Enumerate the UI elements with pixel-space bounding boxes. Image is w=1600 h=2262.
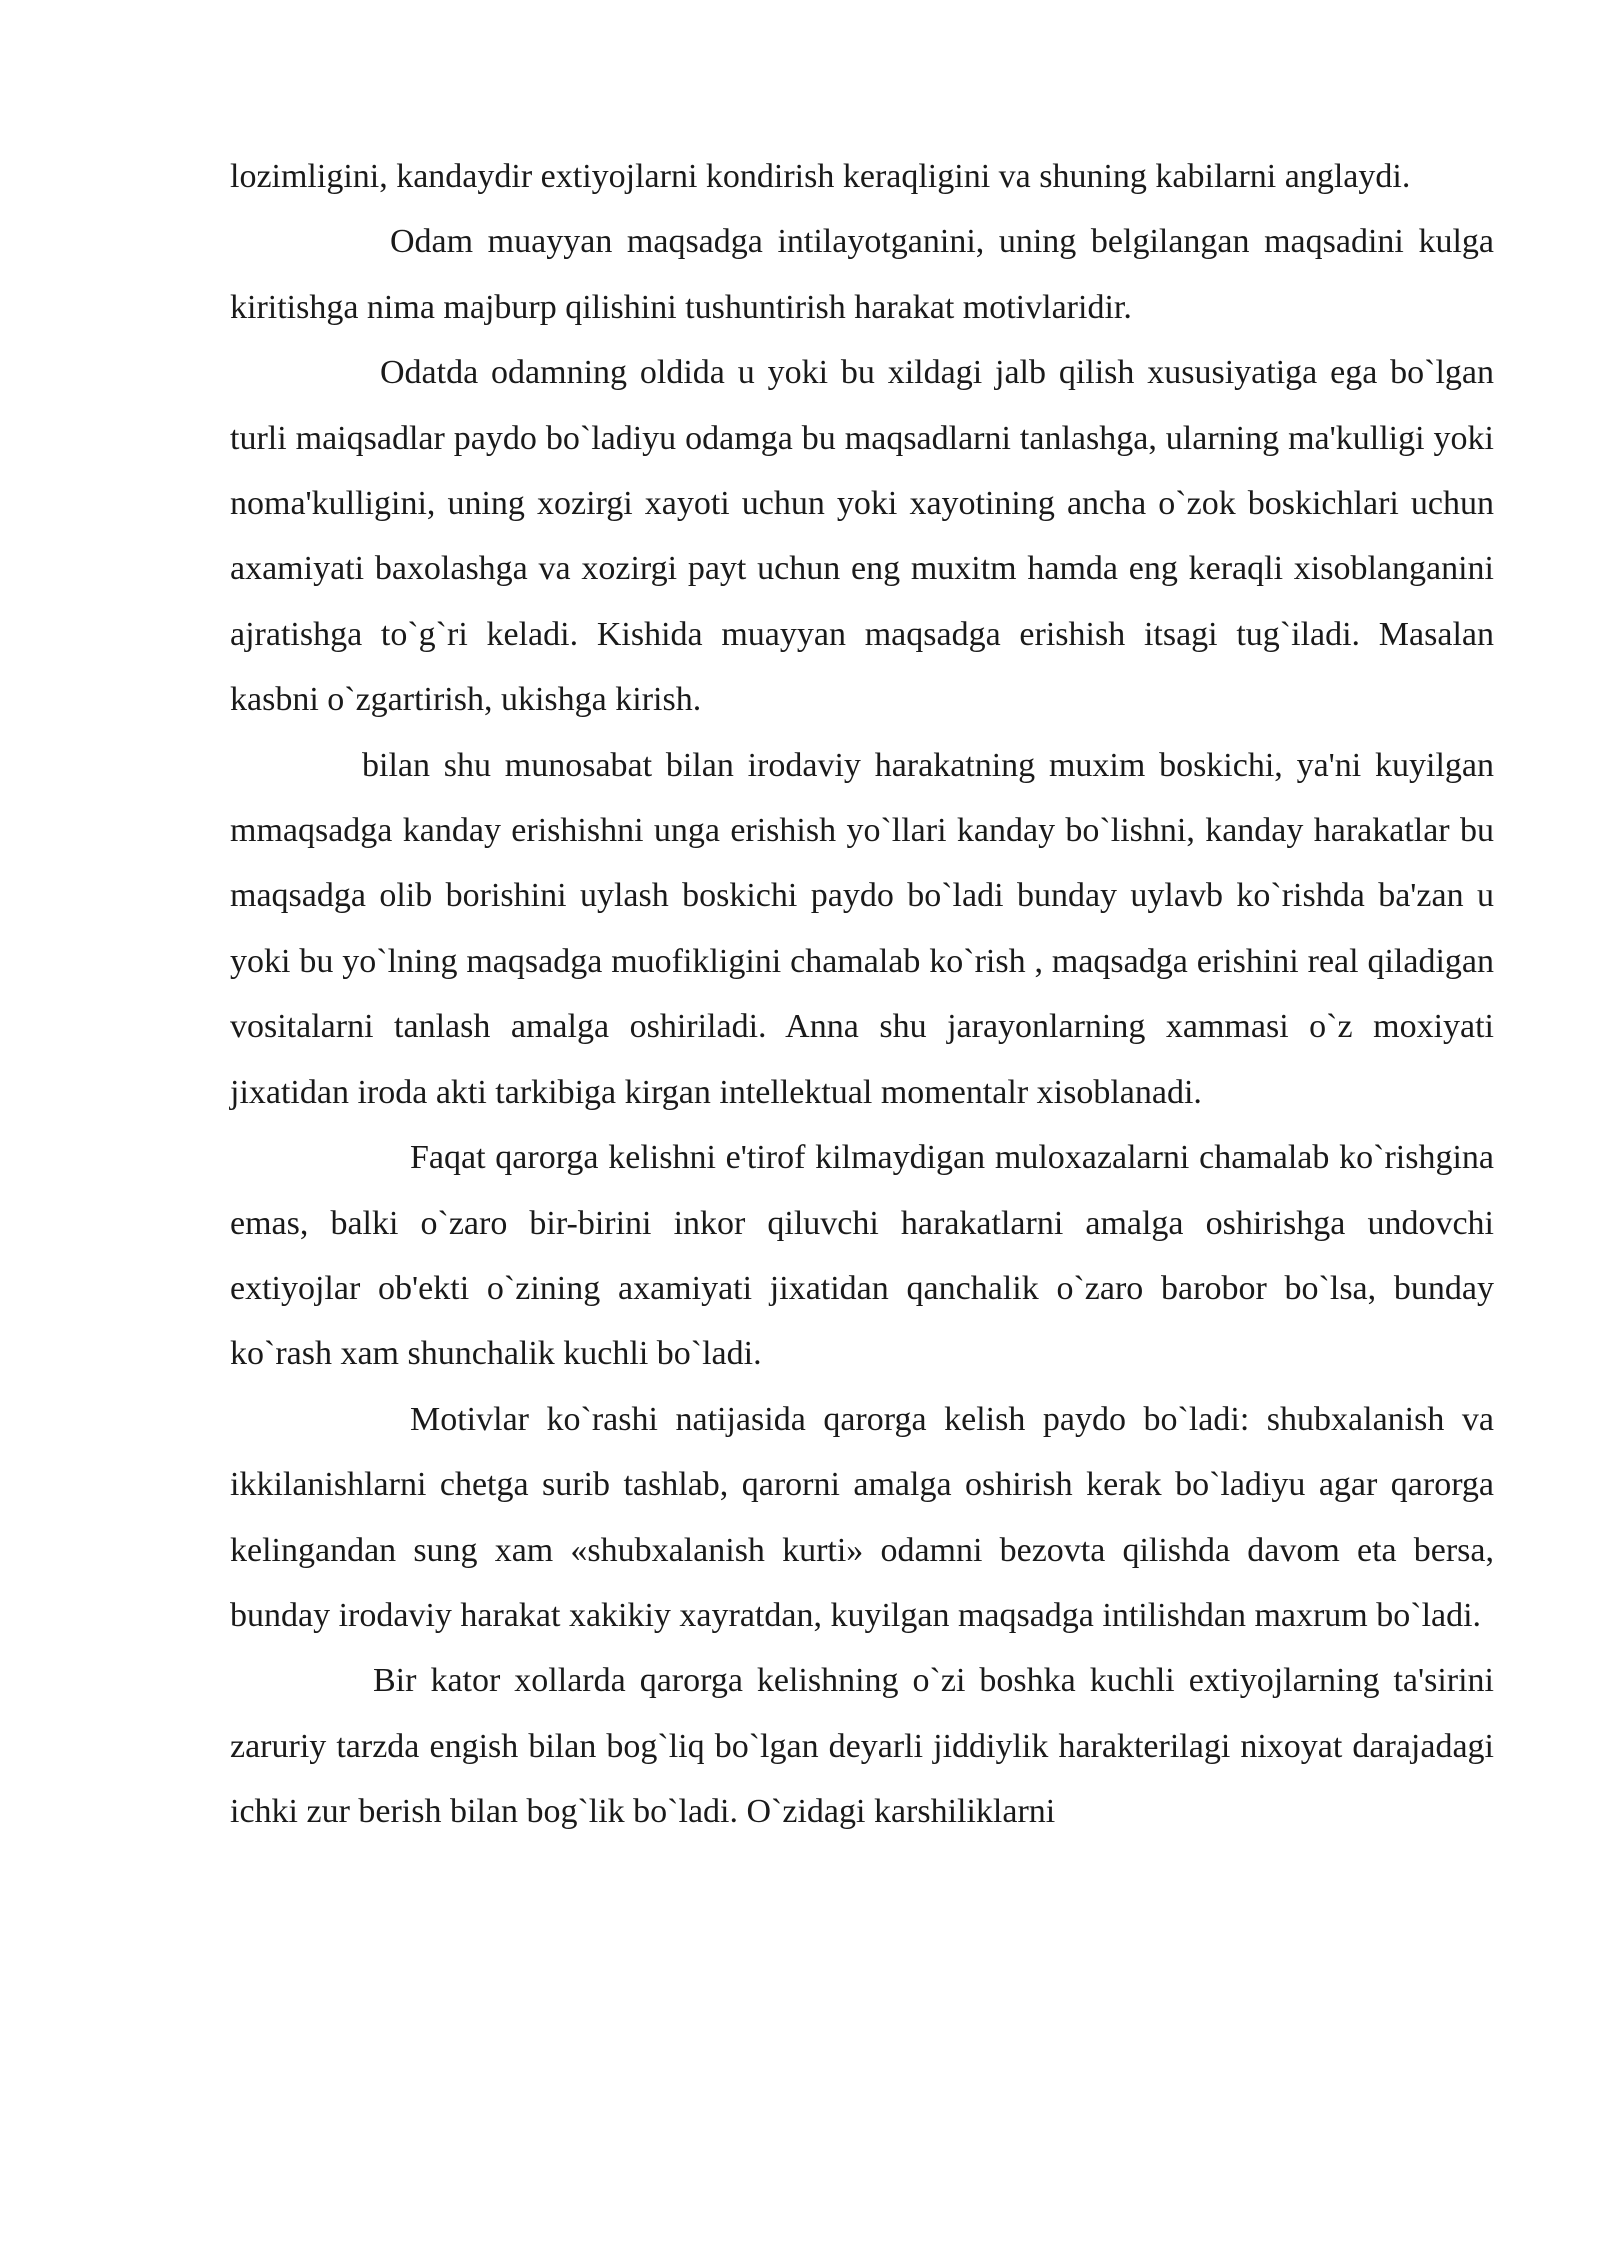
document-body xyxy=(230,144,1494,1845)
paragraph-6: Motivlar ko`rashi natijasida qarorga kelish paydo bo`ladi: shubxalanish va ikkilanishlarni chetga surib tashlab, qarorni amalga oshirish kerak bo`ladiyu agar qarorga kelingandan sung xam «shubxalanish kurti» odamni bezovta qilishda davom eta bersa, bunday irodaviy harakat xakikiy xayratdan, kuyilgan maqsadga intilishdan maxrum bo`ladi. xyxy=(230,1400,1494,1634)
paragraph-1: lozimligini, kandaydir extiyojlarni kondirish keraqligini va shuning kabilarni anglaydi. xyxy=(230,158,1411,195)
paragraph-2: Odam muayyan maqsadga intilayotganini, uning belgilangan maqsadini kulga kiritishga nima majburp qilishini tushuntirish harakat motivlaridir. xyxy=(230,223,1494,326)
paragraph-7: Bir kator xollarda qarorga kelishning o`zi boshka kuchli extiyojlarning ta'sirini zaruriy tarzda engish bilan bog`liq bo`lgan deyarli jiddiylik harakterilagi nixoyat darajadagi ichki zur berish bilan bog`lik bo`ladi. O`zidagi karshiliklarni xyxy=(230,1662,1494,1831)
paragraph-5: Faqat qarorga kelishni e'tirof kilmaydigan muloxazalarni chamalab ko`rishgina emas, balki o`zaro bir-birini inkor qiluvchi harakatlarni amalga oshirishga undovchi extiyojlar ob'ekti o`zining axamiyati jixatidan qanchalik o`zaro barobor bo`lsa, bunday ko`rash xam shunchalik kuchli bo`ladi. xyxy=(230,1139,1494,1373)
paragraph-4: bilan shu munosabat bilan irodaviy harakatning muxim boskichi, ya'ni kuyilgan mmaqsadga kanday erishishni unga erishish yo`llari kanday bo`lishni, kanday harakatlar bu maqsadga olib borishini uylash boskichi paydo bo`ladi bunday uylavb ko`rishda ba'zan u yoki bu yo`lning maqsadga muofikligini chamalab ko`rish , maqsadga erishini real qiladigan vositalarni tanlash amalga oshiriladi. Anna shu jarayonlarning xammasi o`z moxiyati jixatidan iroda akti tarkibiga kirgan intellektual momentalr xisoblanadi. xyxy=(230,746,1494,1111)
paragraph-3: Odatda odamning oldida u yoki bu xildagi jalb qilish xususiyatiga ega bo`lgan turli maiqsadlar paydo bo`ladiyu odamga bu maqsadlarni tanlashga, ularning ma'kulligi yoki noma'kulligini, uning xozirgi xayoti uchun yoki xayotining ancha o`zok boskichlari uchun axamiyati baxolashga va xozirgi payt uchun eng muxitm hamda eng keraqli xisoblanganini ajratishga to`g`ri keladi. Kishida muayyan maqsadga erishish itsagi tug`iladi. Masalan kasbni o`zgartirish, ukishga kirish. xyxy=(230,354,1494,719)
